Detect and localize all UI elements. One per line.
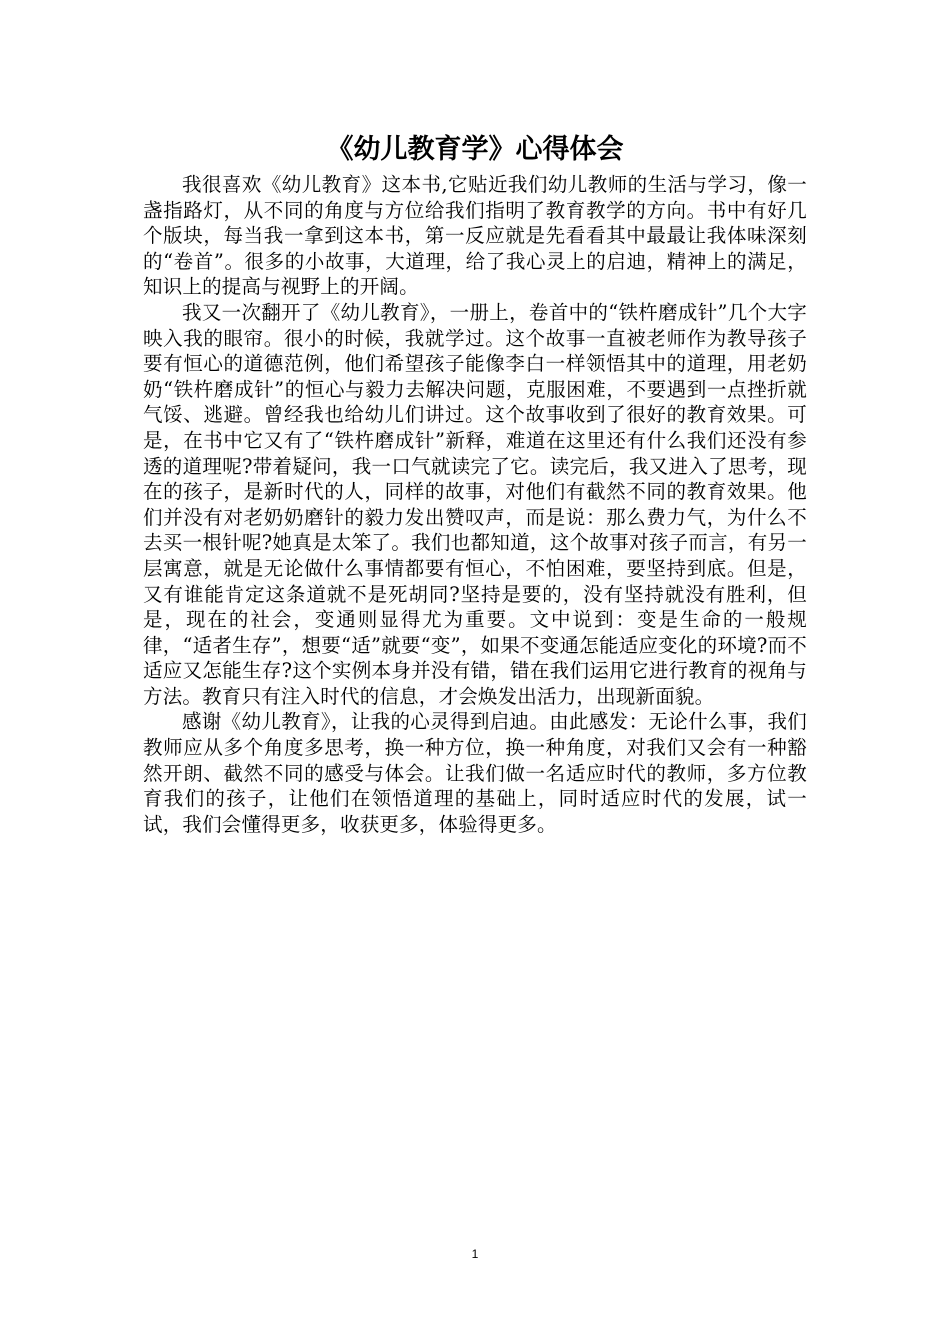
paragraph-1: 我很喜欢《幼儿教育》这本书,它贴近我们幼儿教师的生活与学习，像一盏指路灯，从不同的角度与方位给我们指明了教育教学的方向。书中有好几个版块，每当我一拿到这本书，第一反应就是先看看其中最最让我体味深刻的“卷首”。很多的小故事，大道理，给了我心灵上的启迪，精神上的满足，知识上的提高与视野上的开阔。 [143,173,807,299]
document-title: 《幼儿教育学》心得体会 [326,134,624,165]
paragraph-2: 我又一次翻开了《幼儿教育》，一册上，卷首中的“铁杵磨成针”几个大字映入我的眼帘。很小的时候，我就学过。这个故事一直被老师作为教导孩子要有恒心的道德范例，他们希望孩子能像李白一样领悟其中的道理，用老奶奶“铁杵磨成针”的恒心与毅力去解决问题，克服困难，不要遇到一点挫折就气馁、逃避。曾经我也给幼儿们讲过。这个故事收到了很好的教育效果。可是，在书中它又有了“铁杵磨成针”新释，难道在这里还有什么我们还没有参透的道理呢?带着疑问，我一口气就读完了它。读完后，我又进入了思考，现在的孩子，是新时代的人，同样的故事，对他们有截然不同的教育效果。他们并没有对老奶奶磨针的毅力发出赞叹声，而是说：那么费力气，为什么不去买一根针呢?她真是太笨了。我们也都知道，这个故事对孩子而言，有另一层寓意，就是无论做什么事情都要有恒心，不怕困难，要坚持到底。但是，又有谁能肯定这条道就不是死胡同?坚持是要的，没有坚持就没有胜利，但是，现在的社会，变通则显得尤为重要。文中说到：变是生命的一般规律，“适者生存”，想要“适”就要“变”，如果不变通怎能适应变化的环境?而不适应又怎能生存?这个实例本身并没有错，错在我们运用它进行教育的视角与方法。教育只有注入时代的信息，才会焕发出活力，出现新面貌。 [143,300,807,708]
document-body [143,172,807,837]
page-number: 1 [471,1247,479,1261]
paragraph-3: 感谢《幼儿教育》，让我的心灵得到启迪。由此感发：无论什么事，我们教师应从多个角度多思考，换一种方位，换一种角度，对我们又会有一种豁然开朗、截然不同的感受与体会。让我们做一名适应时代的教师，多方位教育我们的孩子，让他们在领悟道理的基础上，同时适应时代的发展，试一试，我们会懂得更多，收获更多，体验得更多。 [143,710,807,836]
